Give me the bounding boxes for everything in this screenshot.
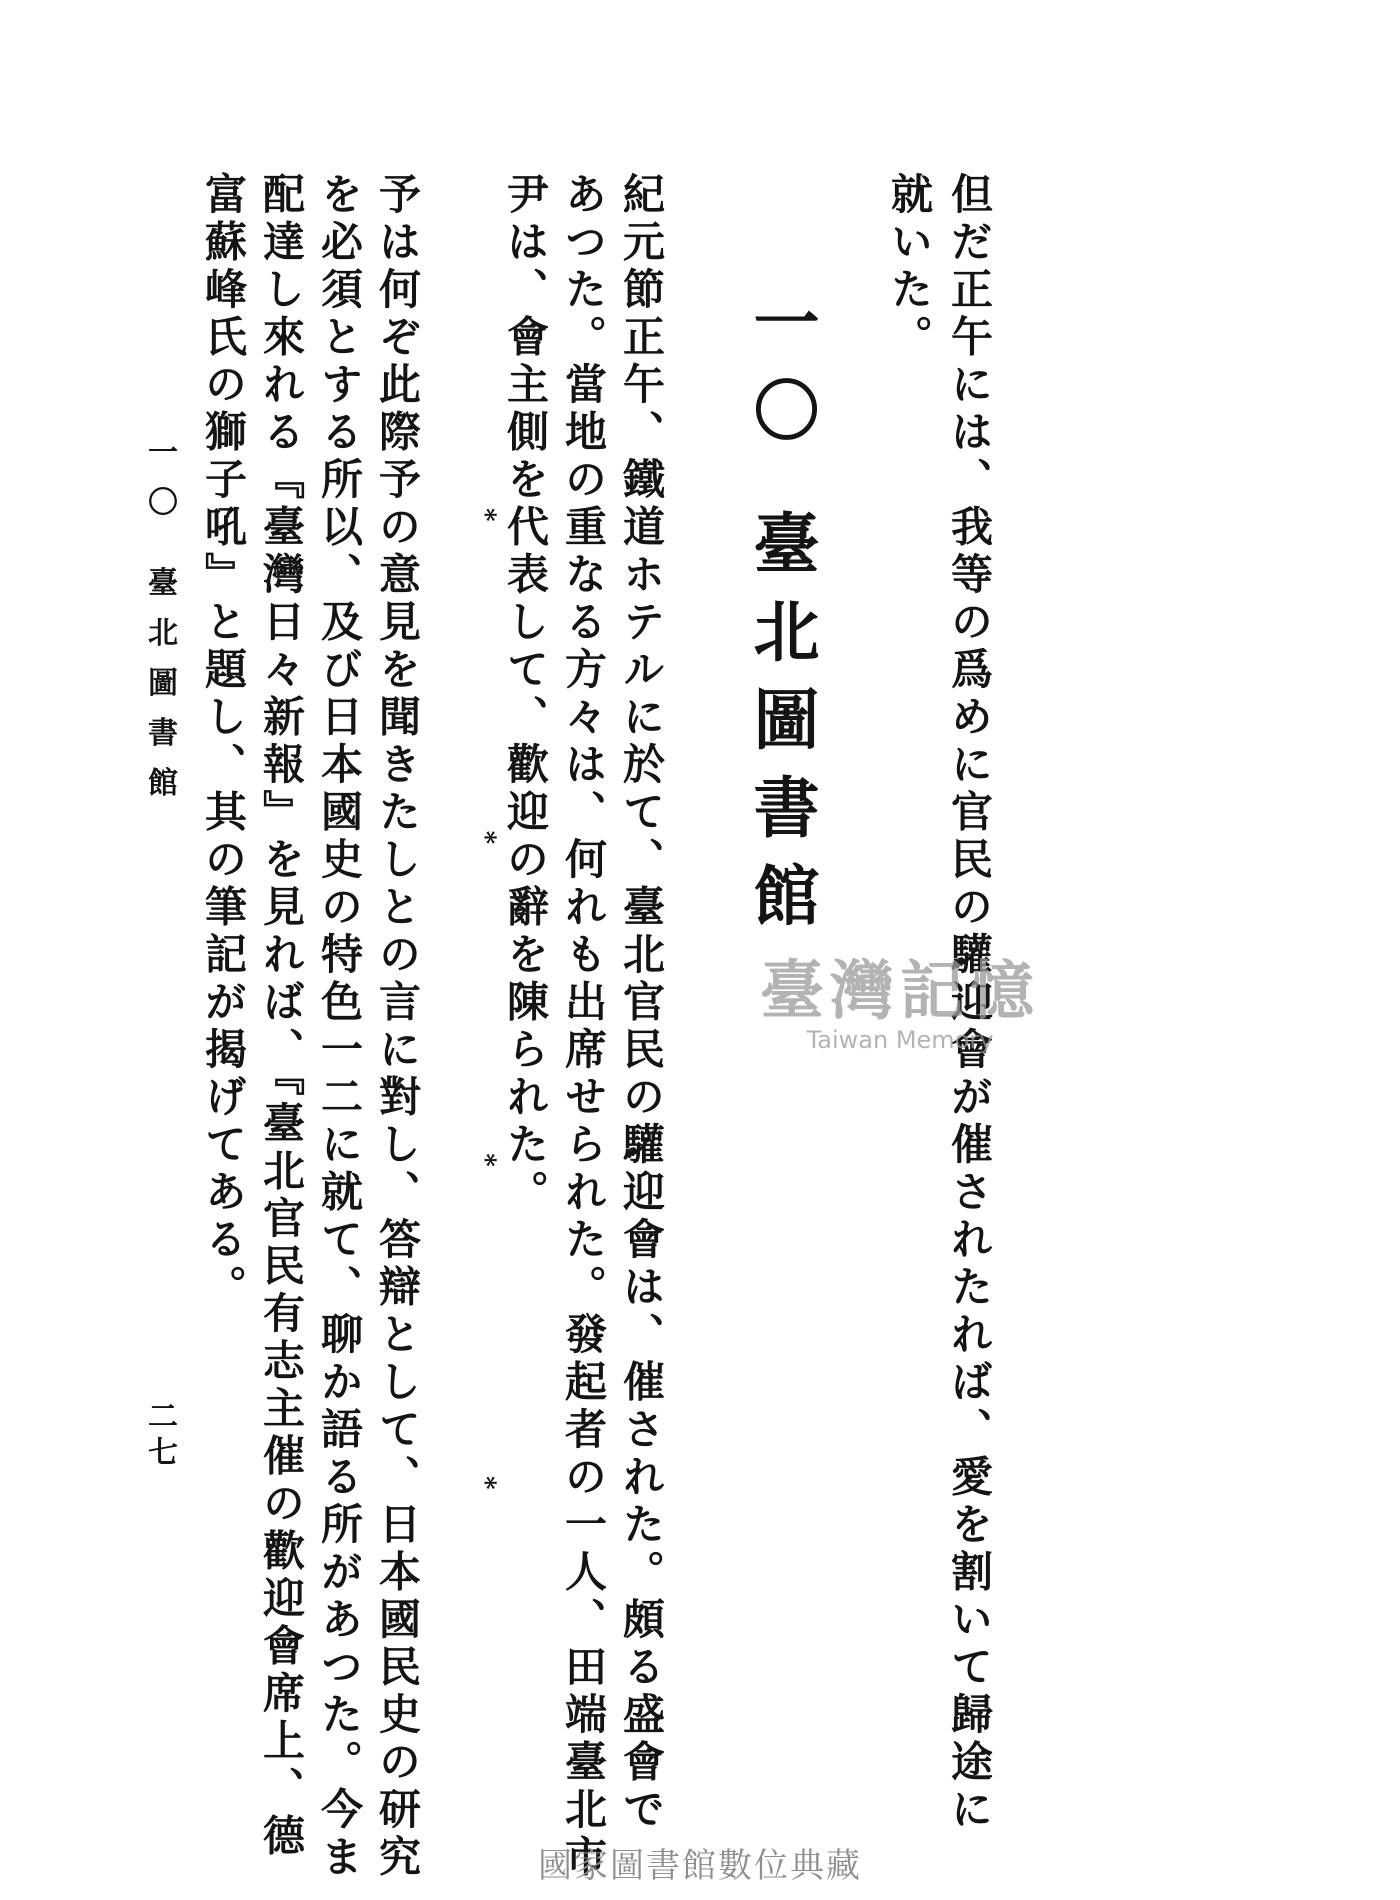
section-heading: 一〇 臺北圖書館 <box>742 288 820 949</box>
page-number: 二七 <box>142 1400 177 1472</box>
paragraph-1-line-1: 紀元節正午、鐵道ホテルに於て、臺北官民の驩迎會は、催された。頗る盛會で <box>617 172 666 1835</box>
paragraph-2-line-4: 富蘇峰氏の獅子吼』と題し、其の筆記が揭げてある。 <box>199 172 248 1312</box>
paragraph-2-line-3: 配達し來れる『臺灣日々新報』を見れば、『臺北官民有志主催の歡迎會席上、德 <box>257 172 306 1861</box>
watermark-subtitle: Taiwan Memory <box>806 1026 994 1054</box>
paragraph-2-line-1: 予は何ぞ此際予の意見を聞きたしとの言に對し、答辯として、日本國民史の研究 <box>373 172 422 1882</box>
watermark-logo <box>700 954 1100 1054</box>
paragraph-2-line-2: を必須とする所以、及び日本國史の特色一二に就て、聊か語る所があつた。今ま <box>315 172 364 1882</box>
section-break: * * * * <box>470 508 500 1640</box>
paragraph-1-line-3: 尹は、會主側を代表して、歡迎の辭を陳られた。 <box>501 172 550 1217</box>
watermark-title: 臺灣記憶 <box>760 954 1040 1029</box>
paragraph-1-line-2: あつた。當地の重なる方々は、何れも出席せられた。發起者の一人、田端臺北市 <box>559 172 608 1882</box>
collection-footer: 國家圖書館數位典藏 <box>538 1846 862 1886</box>
running-head: 一〇 臺北圖書館 <box>142 436 177 817</box>
continuation-line-2: 就いた。 <box>885 172 934 362</box>
continuation-line-1: 但だ正午には、我等の爲めに官民の驩迎會が催されたれば、愛を割いて歸途に <box>945 172 994 1835</box>
